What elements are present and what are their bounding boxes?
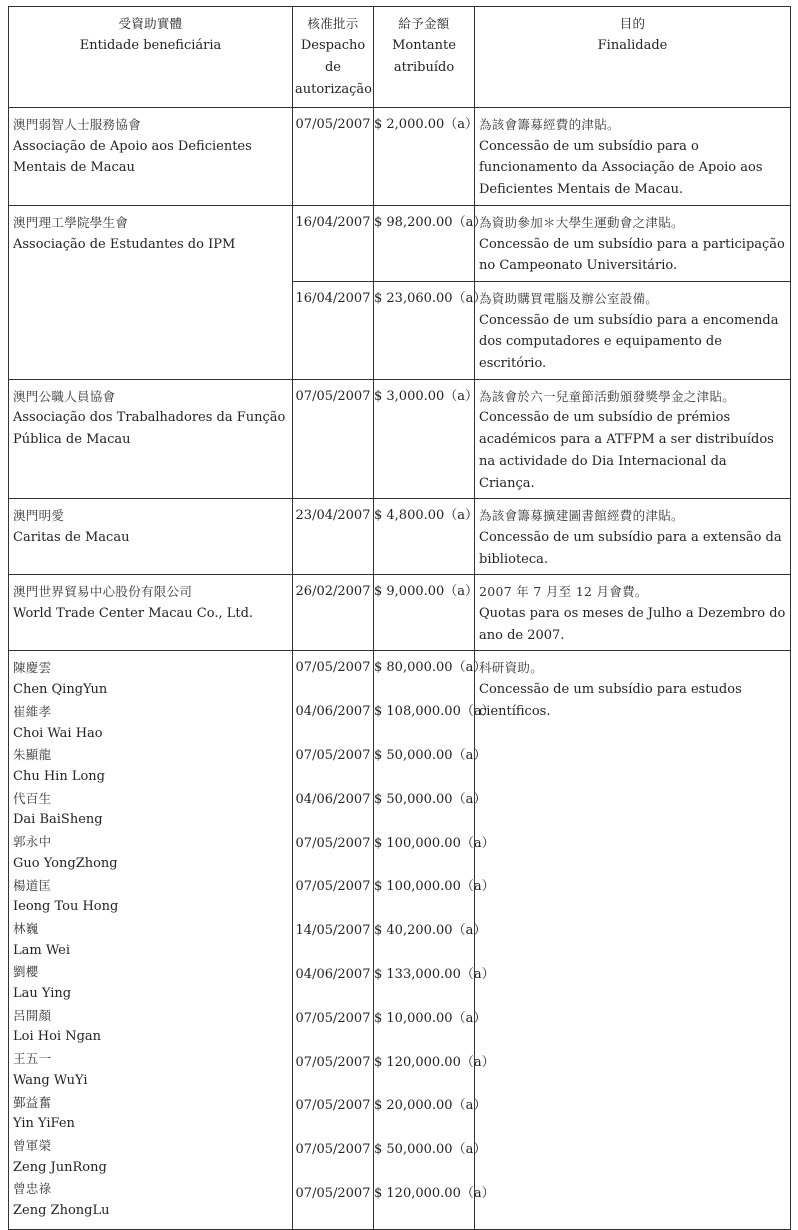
amount: $ 98,200.00（a） <box>374 205 475 281</box>
amount: $ 50,000.00（a） <box>374 1142 487 1158</box>
person-zh: 陳慶雲 <box>13 660 52 676</box>
amount: $ 80,000.00（a） <box>374 660 487 676</box>
person-en: Yin YiFen <box>13 1116 75 1132</box>
entity-cell <box>9 379 293 499</box>
despacho-dates <box>293 651 374 1229</box>
despacho-date: 04/06/2007 <box>295 791 371 807</box>
entity-zh: 澳門明愛 <box>13 508 65 524</box>
header-despacho-pt1: Despacho de <box>300 38 366 75</box>
person-en: Zeng ZhongLu <box>13 1203 110 1219</box>
person-zh: 郭永中 <box>13 834 52 850</box>
entity-pt: Caritas de Macau <box>13 529 130 545</box>
amount: $ 40,200.00（a） <box>374 923 487 939</box>
purpose-cell <box>475 499 791 575</box>
person-en: Chu Hin Long <box>13 768 105 784</box>
table-row <box>9 379 791 499</box>
person-zh: 劉櫻 <box>13 964 39 980</box>
amount: $ 20,000.00（a） <box>374 1098 487 1114</box>
header-row <box>9 7 791 108</box>
amount: $ 4,800.00（a） <box>374 499 475 575</box>
entity-zh: 澳門理工學院學生會 <box>13 214 129 230</box>
header-montante-pt1: Montante <box>392 38 456 53</box>
entity-cell <box>9 499 293 575</box>
header-entity-zh: 受資助實體 <box>118 16 183 31</box>
header-entity <box>9 7 293 108</box>
header-montante <box>374 7 475 108</box>
despacho-date: 07/05/2007 <box>295 835 371 851</box>
purpose-cell <box>475 108 791 206</box>
amount: $ 50,000.00（a） <box>374 748 487 764</box>
amount: $ 120,000.00（a） <box>374 1054 495 1070</box>
amount: $ 50,000.00（a） <box>374 791 487 807</box>
person-en: Zeng JunRong <box>13 1159 107 1175</box>
person-zh: 代百生 <box>13 790 52 806</box>
header-finalidade <box>475 7 791 108</box>
entity-zh: 澳門公職人員協會 <box>13 388 116 404</box>
purpose-pt: Concessão de um subsídio para estudos científicos. <box>479 682 742 719</box>
purpose-zh: 2007 年 7 月至 12 月會費。 <box>479 584 648 600</box>
amount: $ 2,000.00（a） <box>374 108 475 206</box>
person-en: Lam Wei <box>13 942 70 958</box>
person-zh: 楊道匡 <box>13 877 52 893</box>
despacho-date: 07/05/2007 <box>293 379 374 499</box>
purpose-cell <box>475 379 791 499</box>
person-zh: 鄞益奮 <box>13 1094 52 1110</box>
person-zh: 王五一 <box>13 1051 52 1067</box>
entity-cell <box>9 205 293 379</box>
purpose-pt: Concessão de um subsídio de prémios académicos para a ATFPM a ser distribuídos na actividade do Dia Internacional da Criança. <box>479 410 774 491</box>
despacho-date: 16/04/2007 <box>293 281 374 379</box>
entity-pt: Associação dos Trabalhadores da Função Pública de Macau <box>13 410 286 448</box>
amounts <box>374 651 495 1229</box>
amount: $ 100,000.00（a） <box>374 879 495 895</box>
person-zh: 呂開顏 <box>13 1007 52 1023</box>
purpose-pt: Concessão de um subsídio para a extensão da biblioteca. <box>479 529 782 567</box>
person-en: Wang WuYi <box>13 1072 88 1088</box>
person-zh: 崔維孝 <box>13 703 52 719</box>
person-zh: 曾忠祿 <box>13 1181 52 1197</box>
purpose-zh: 為該會籌募經費的津貼。 <box>479 117 620 132</box>
despacho-date: 07/05/2007 <box>295 1186 371 1202</box>
entity-cell <box>9 651 293 1229</box>
purpose-zh: 為資助購買電腦及辦公室設備。 <box>479 290 659 306</box>
header-despacho-pt2: autorização <box>295 82 373 97</box>
header-finalidade-pt: Finalidade <box>597 38 668 53</box>
purpose-zh: 為該會籌募擴建圖書館經費的津貼。 <box>479 508 684 524</box>
amount: $ 9,000.00（a） <box>374 575 475 651</box>
purpose-pt: Concessão de um subsídio para o funcionamento da Associação de Apoio aos Deficientes Mentais de Macau. <box>479 138 763 198</box>
table-row-research <box>9 651 791 1229</box>
entity-cell <box>9 575 293 651</box>
purpose-cell <box>475 281 791 379</box>
amount: $ 10,000.00（a） <box>374 1010 487 1026</box>
purpose-zh: 科研資助。 <box>479 660 544 676</box>
person-en: Ieong Tou Hong <box>13 899 119 915</box>
amount: $ 23,060.00（a） <box>374 281 475 379</box>
person-en: Dai BaiSheng <box>13 812 103 828</box>
table-row <box>9 108 791 206</box>
header-entity-pt: Entidade beneficiária <box>79 38 222 53</box>
table-row <box>9 499 791 575</box>
person-en: Loi Hoi Ngan <box>13 1029 102 1045</box>
header-despacho-zh: 核准批示 <box>307 16 359 31</box>
table-row <box>9 205 791 281</box>
amount: $ 108,000.00（a） <box>374 704 495 720</box>
header-finalidade-zh: 目的 <box>619 16 646 31</box>
person-en: Choi Wai Hao <box>13 725 103 741</box>
entity-cell <box>9 108 293 206</box>
despacho-date: 07/05/2007 <box>295 1098 371 1114</box>
grants-table <box>8 6 791 1230</box>
amount: $ 3,000.00（a） <box>374 379 475 499</box>
person-en: Chen QingYun <box>13 682 108 698</box>
purpose-zh: 為該會於六一兒童節活動頒發獎學金之津貼。 <box>479 388 736 404</box>
person-zh: 朱顯龍 <box>13 747 52 763</box>
entity-pt: Associação de Estudantes do IPM <box>13 236 236 252</box>
entity-zh: 澳門弱智人士服務協會 <box>13 117 142 132</box>
entity-zh: 澳門世界貿易中心股份有限公司 <box>13 584 193 600</box>
amount: $ 133,000.00（a） <box>374 967 495 983</box>
despacho-date: 04/06/2007 <box>295 704 371 720</box>
despacho-date: 26/02/2007 <box>293 575 374 651</box>
entity-pt: Associação de Apoio aos Deficientes Mentais de Macau <box>13 138 252 176</box>
despacho-date: 07/05/2007 <box>295 1010 371 1026</box>
despacho-date: 07/05/2007 <box>293 108 374 206</box>
header-montante-zh: 給予金額 <box>398 16 450 31</box>
purpose-cell <box>475 205 791 281</box>
purpose-pt: Quotas para os meses de Julho a Dezembro do ano de 2007. <box>479 606 786 643</box>
entity-pt: World Trade Center Macau Co., Ltd. <box>13 606 254 622</box>
person-zh: 林巍 <box>13 920 39 936</box>
despacho-date: 07/05/2007 <box>295 748 371 764</box>
amount: $ 100,000.00（a） <box>374 835 495 851</box>
purpose-pt: Concessão de um subsídio para a encomenda dos computadores e equipamento de escritório. <box>479 312 779 372</box>
despacho-date: 16/04/2007 <box>293 205 374 281</box>
purpose-cell <box>475 575 791 651</box>
despacho-date: 07/05/2007 <box>295 660 371 676</box>
despacho-date: 04/06/2007 <box>295 967 371 983</box>
purpose-pt: Concessão de um subsídio para a participação no Campeonato Universitário. <box>479 236 785 274</box>
despacho-date: 07/05/2007 <box>295 1142 371 1158</box>
header-montante-pt2: atribuído <box>393 60 455 75</box>
despacho-date: 23/04/2007 <box>293 499 374 575</box>
despacho-date: 07/05/2007 <box>295 1054 371 1070</box>
purpose-cell <box>475 651 791 1229</box>
purpose-zh: 為資助參加＊大學生運動會之津貼。 <box>479 214 684 230</box>
amount: $ 120,000.00（a） <box>374 1186 495 1202</box>
person-en: Guo YongZhong <box>13 855 118 871</box>
header-despacho <box>293 7 374 108</box>
despacho-date: 14/05/2007 <box>295 923 371 939</box>
person-en: Lau Ying <box>13 986 72 1002</box>
despacho-date: 07/05/2007 <box>295 879 371 895</box>
person-zh: 曾軍榮 <box>13 1137 52 1153</box>
table-row <box>9 575 791 651</box>
